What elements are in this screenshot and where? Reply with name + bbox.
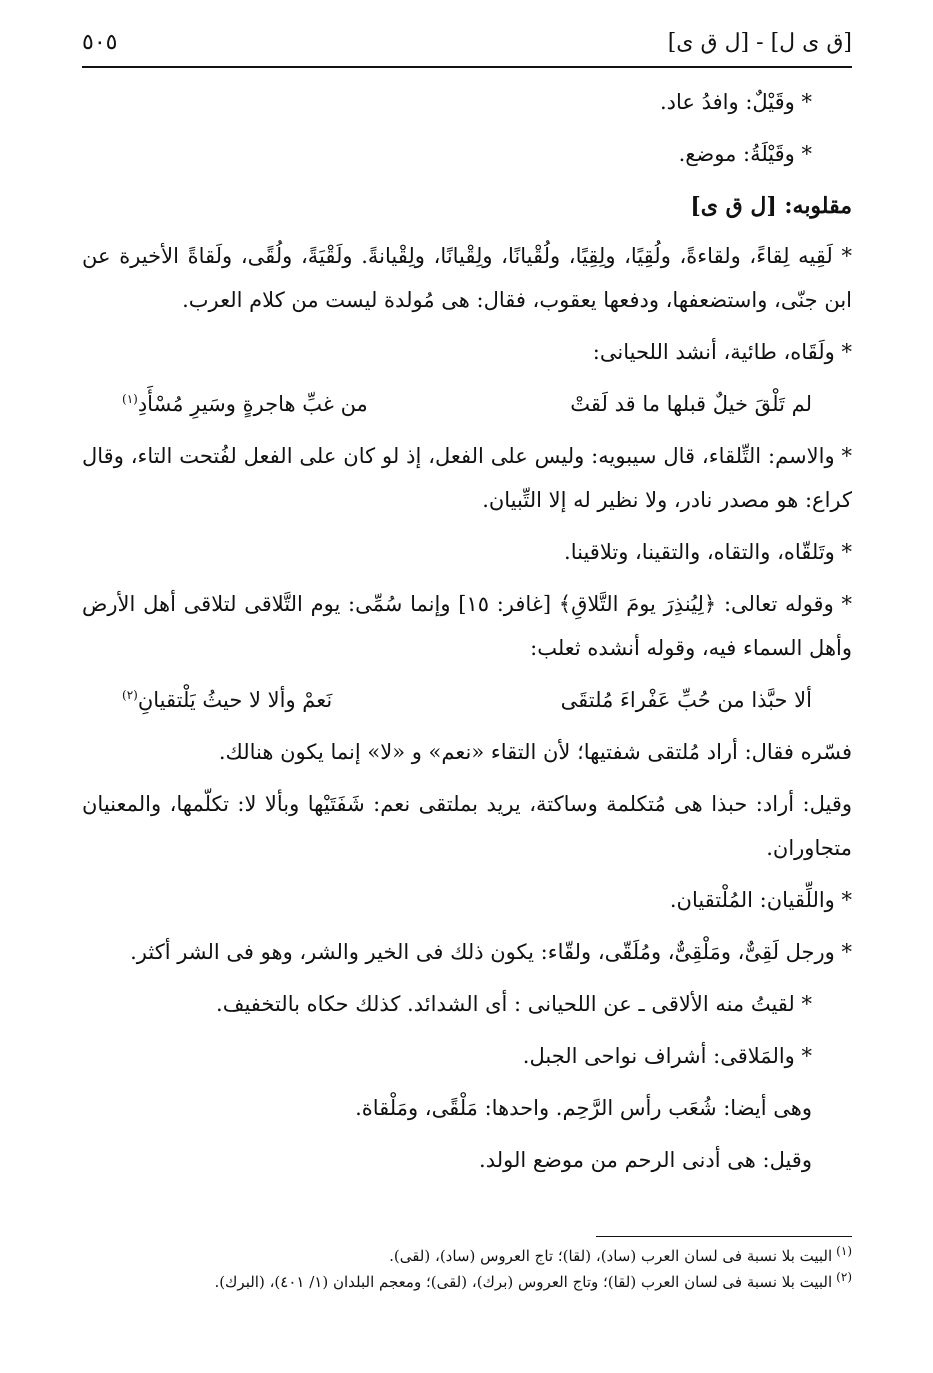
page-body bbox=[82, 80, 852, 1190]
verse-1-hemistich-1: لم تَلْقَ خيلٌ قبلها ما قد لَقتْ bbox=[570, 392, 812, 416]
footnote-2-marker: (٢) bbox=[836, 1270, 852, 1284]
footnote-1-marker: (١) bbox=[836, 1244, 852, 1258]
footnote-2 bbox=[82, 1269, 852, 1295]
entry-rajul-laqiy: * ورجل لَقِىٌّ، ومَلْقِىٌّ، ومُلَقّى، ولقّاء: يكون ذلك فى الخير والشر، وهو فى الشر أكثر. bbox=[130, 940, 852, 964]
footnote-rule bbox=[596, 1236, 852, 1237]
footnote-ref-2: (٢) bbox=[122, 688, 138, 702]
footnote-1-text: البيت بلا نسبة فى لسان العرب (ساد)، (لقا)؛ تاج العروس (ساد)، (لقى). bbox=[389, 1247, 833, 1265]
verse-2-hemistich-2 bbox=[122, 678, 332, 722]
running-head: [ق ى ل] - [ل ق ى] bbox=[667, 30, 852, 55]
footnote-1 bbox=[82, 1243, 852, 1269]
page-number: ٥٠٥ bbox=[82, 30, 118, 55]
footnotes bbox=[82, 1243, 852, 1295]
verse-2 bbox=[82, 678, 852, 722]
entry-talaq: * وقوله تعالى: ﴿لِيُنذِرَ يومَ التَّلاقِ﴾ [غافر: ١٥] وإنما سُمِّى: يوم التَّلاقى لتلاقى أهل الأرض وأهل السماء فيه، وقوله أنشده ثعلب: bbox=[82, 592, 852, 660]
footnote-2-text: البيت بلا نسبة فى لسان العرب (لقا)؛ وتاج العروس (برك)، (لقى)؛ ومعجم البلدان (١/ ٤٠١)، (البرك). bbox=[214, 1273, 833, 1291]
entry-tilqa: * والاسم: التِّلقاء، قال سيبويه: وليس على الفعل، إذ لو كان على الفعل لفُتحت التاء، وقال كراع: هو مصدر نادر، ولا نظير له إلا التِّبيان. bbox=[82, 444, 852, 512]
verse-1 bbox=[82, 382, 852, 426]
verse-1-hemistich-2 bbox=[122, 382, 368, 426]
verse-2-hemistich-1: ألا حبَّذا من حُبِّ عَفْراءَ مُلتقَى bbox=[560, 688, 812, 712]
entry-shuab: وهى أيضا: شُعَب رأس الرَّحِم. واحدها: مَلْقًى، ومَلْقاة. bbox=[355, 1096, 812, 1120]
entry-laqah: * ولَقَاه، طائية، أنشد اللحيانى: bbox=[592, 340, 852, 364]
entry-qayl: * وقَيْلٌ: وافدُ عاد. bbox=[659, 90, 812, 114]
entry-talaqqah: * وتَلقّاه، والتقاه، والتقينا، وتلاقينا. bbox=[564, 540, 852, 564]
entry-alaqi: * لقيتُ منه الألاقى ـ عن اللحيانى : أى الشدائد. كذلك حكاه بالتخفيف. bbox=[216, 992, 812, 1016]
verse-2-hemistich-2-text: نَعمْ وألا لا حيثُ يَلْتقيانِ bbox=[137, 688, 333, 712]
verse-1-hemistich-2-text: من غبِّ هاجرةٍ وسَيرِ مُسْأَدِ bbox=[137, 392, 368, 416]
entry-adna: وقيل: هى أدنى الرحم من موضع الولد. bbox=[479, 1148, 812, 1172]
page-header bbox=[82, 28, 852, 68]
entry-laqiyahu: * لَقِيه لِقاءً، ولقاءةً، ولُقِيًا، ولِقِيًا، ولُقْيانًا، ولِقْيانًا، ولِقْيانةً. ولَقْيَةً، ولُقًى، ولَقاةً الأخيرة عن ابن جنّى، واستضعفها، ودفعها يعقوب، فقال: هى مُولدة ليست من كلام العرب. bbox=[82, 244, 852, 312]
commentary-fassarahu: فسّره فقال: أراد مُلتقى شفتيها؛ لأن التقاء «نعم» و «لا» إنما يكون هنالك. bbox=[218, 740, 852, 764]
section-heading: مقلوبه: [ل ق ى] bbox=[690, 193, 852, 219]
header-rule bbox=[82, 66, 852, 68]
entry-qaylah: * وقَيْلَةُ: موضع. bbox=[678, 142, 812, 166]
commentary-qila: وقيل: أراد: حبذا هى مُتكلمة وساكتة، يريد بملتقى نعم: شَفَتَيْها وبألا لا: تكلّمها، والمعنيان متجاوران. bbox=[82, 792, 852, 860]
entry-liqyan: * واللِّقيان: المُلْتقيان. bbox=[669, 888, 852, 912]
footnote-ref-1: (١) bbox=[122, 392, 138, 406]
entry-malaqi: * والمَلاقى: أشراف نواحى الجبل. bbox=[522, 1044, 812, 1068]
